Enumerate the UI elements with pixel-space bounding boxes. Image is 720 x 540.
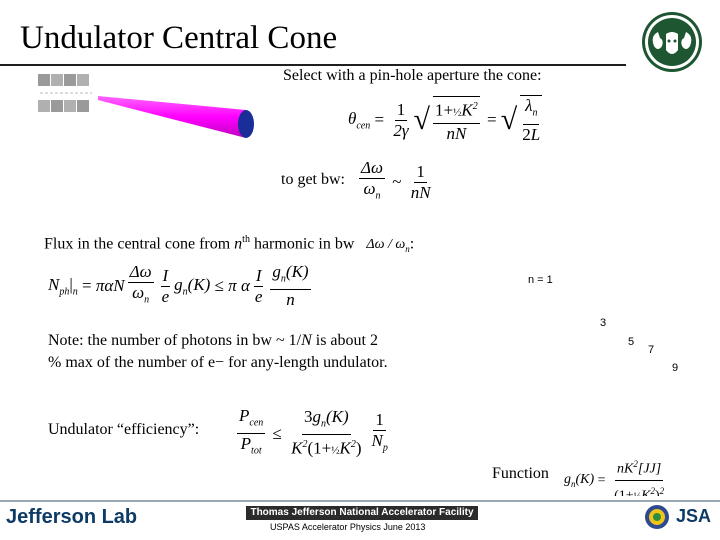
efficiency-text: Undulator “efficiency”: xyxy=(48,421,200,438)
note-line-2: % max of the number of e− for any-length undulator. xyxy=(48,354,388,371)
doe-seal-icon xyxy=(644,504,670,530)
harmonic-label: 3 xyxy=(600,317,607,329)
jsa-logo: JSA xyxy=(676,506,712,526)
bandwidth-equation: $\frac{\Delta\omega}{\omega_n}$ ~ $\frac{1}{nN}$ xyxy=(361,158,431,202)
facility-banner: Thomas Jefferson National Accelerator Facility xyxy=(246,506,478,520)
harmonic-label: 7 xyxy=(648,344,655,356)
page-title: Undulator Central Cone xyxy=(20,20,338,56)
jefferson-lab-logo: Jefferson Lab xyxy=(6,506,138,528)
flux-heading: Flux in the central cone from $n^{th}$ harmonic in bw Δω / $\omega_n$: xyxy=(44,234,415,255)
function-equation: $g_n(K)$ = $\frac{nK^2[JJ]}{^2 ^2}$ xyxy=(564,454,669,507)
note-line-1: Note: the number of photons in bw ~ 1/N is about 2 xyxy=(48,332,378,349)
course-label: USPAS Accelerator Physics June 2013 xyxy=(270,522,426,532)
harmonic-label: 9 xyxy=(672,362,679,374)
bandwidth-text: to get bw: xyxy=(281,171,345,188)
function-label: Function xyxy=(492,465,549,482)
flux-equation: $N_{ph}$ $|_n$ = παN $\frac{\Delta\omega}{\omega_n}$ $\frac{I}{e}$ $g_n(K)$ ≤ π α $\frac{I}{e}$ $\frac{g_n(K)}{n}$ xyxy=(48,262,309,310)
efficiency-equation: $\frac{P_{cen}}{P_{tot}}$ ≤ $\frac{3g_n(K)}{K^2(1+\frac{1}{2}K^2)}$ $\frac{1}{N_p}$ xyxy=(239,406,388,458)
select-aperture-text: Select with a pin-hole aperture the cone: xyxy=(283,67,542,84)
harmonic-label: n = 1 xyxy=(528,274,553,286)
cone-angle-equation: $\theta_{cen}$ = $\frac{1}{2\gamma}$ √ $\frac{1+\frac{1}{2}K^2}{nN}$ = √ $\frac{\lambda_n}{2L}$ xyxy=(348,96,541,144)
cone-beam-icon xyxy=(96,86,262,146)
undulator-magnets-icon xyxy=(36,70,96,116)
footer-divider xyxy=(0,500,720,502)
harmonic-label: 5 xyxy=(628,336,635,348)
ram-logo xyxy=(640,10,704,74)
